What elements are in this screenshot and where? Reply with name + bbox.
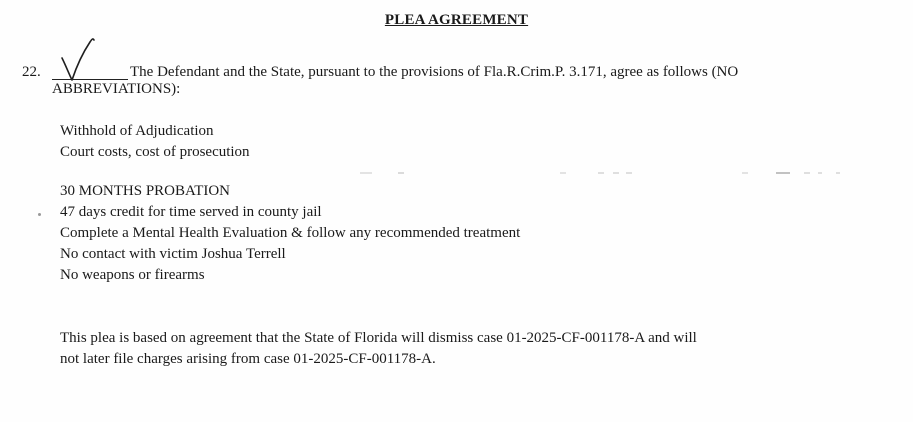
checkmark-initials-icon — [60, 36, 100, 82]
term-item: 30 MONTHS PROBATION — [60, 183, 231, 199]
agreement-intro-line-1: The Defendant and the State, pursuant to the provisions of Fla.R.Crim.P. 3.171, agree as follows (NO — [130, 64, 739, 80]
term-item: Withhold of Adjudication — [60, 123, 214, 139]
faint-scan-marks — [0, 170, 913, 176]
term-item: No contact with victim Joshua Terrell — [60, 246, 286, 262]
closing-statement — [60, 328, 860, 370]
term-item: 47 days credit for time served in county jail — [60, 204, 322, 220]
terms-group-b — [60, 181, 520, 286]
paragraph-number: 22. — [22, 64, 41, 80]
term-item: No weapons or firearms — [60, 267, 205, 283]
closing-line-2: not later file charges arising from case 01-2025-CF-001178-A. — [60, 351, 436, 367]
stray-mark — [38, 213, 41, 216]
terms-group-a — [60, 121, 250, 163]
agreement-intro-line-2: ABBREVIATIONS): — [52, 81, 181, 97]
closing-line-1: This plea is based on agreement that the State of Florida will dismiss case 01-2025-CF-001178-A and will — [60, 330, 697, 346]
term-item: Court costs, cost of prosecution — [60, 144, 250, 160]
initials-line — [52, 79, 128, 80]
document-title: PLEA AGREEMENT — [384, 12, 529, 28]
term-item: Complete a Mental Health Evaluation & follow any recommended treatment — [60, 225, 521, 241]
